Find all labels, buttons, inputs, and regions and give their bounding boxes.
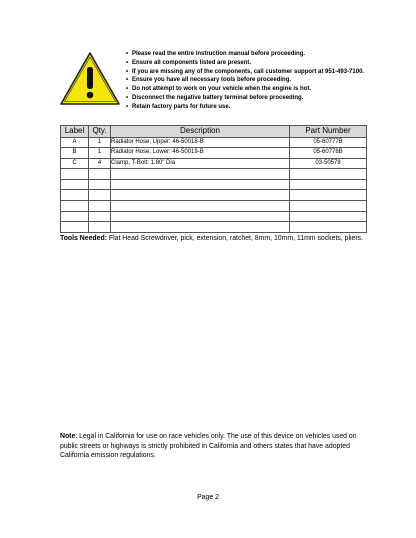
warning-item: • Ensure you have all necessary tools before proceeding. <box>126 77 292 84</box>
cell-part-number: 05-60778B <box>290 148 367 159</box>
table-row <box>61 222 367 233</box>
table-row <box>61 169 367 180</box>
cell-part-number <box>290 190 367 201</box>
cell-description <box>111 169 290 180</box>
table-row <box>61 211 367 222</box>
note-label: Note <box>60 433 76 440</box>
cell-label <box>61 169 89 180</box>
cell-qty: 1 <box>89 137 111 148</box>
cell-qty: 4 <box>89 158 111 169</box>
note-text: : Legal in California for use on race vehicles only. The use of this device on vehicles used on public streets or highways is strictly prohibited in California and others states that have adopted California emission regulations. <box>60 433 357 459</box>
table-row <box>61 201 367 212</box>
cell-part-number: 05-60777B <box>290 137 367 148</box>
cell-qty <box>89 222 111 233</box>
cell-qty <box>89 211 111 222</box>
warning-list <box>126 50 364 112</box>
parts-table <box>60 125 367 233</box>
cell-part-number <box>290 201 367 212</box>
table-row <box>61 179 367 190</box>
warning-item: • If you are missing any of the components, call customer support at 951-493-7100. <box>126 68 365 75</box>
cell-description <box>111 179 290 190</box>
cell-description <box>111 190 290 201</box>
cell-part-number: 03-50578 <box>290 158 367 169</box>
table-row <box>61 137 367 148</box>
table-row <box>61 148 367 159</box>
cell-description: Radiator Hose, Lower: 46-50019-B <box>111 148 290 159</box>
cell-qty <box>89 179 111 190</box>
cell-description <box>111 201 290 212</box>
cell-description: Radiator Hose, Upper: 46-50018-B <box>111 137 290 148</box>
table-row <box>61 190 367 201</box>
header-part-number: Part Number <box>290 126 367 138</box>
tools-needed <box>60 234 370 244</box>
cell-qty <box>89 169 111 180</box>
cell-label <box>61 211 89 222</box>
header-label: Label <box>61 126 89 138</box>
cell-part-number <box>290 169 367 180</box>
tools-label: Tools Needed: <box>60 235 107 242</box>
cell-label: B <box>61 148 89 159</box>
cell-description <box>111 211 290 222</box>
cell-label: C <box>61 158 89 169</box>
cell-qty <box>89 190 111 201</box>
warning-item: • Ensure all components listed are present. <box>126 59 252 66</box>
cell-qty: 1 <box>89 148 111 159</box>
header-qty: Qty. <box>89 126 111 138</box>
cell-description: Clamp, T-Bolt: 1.80" Dia <box>111 158 290 169</box>
tools-text: Flat Head Screwdriver, pick, extension, ratchet, 8mm, 10mm, 11mm sockets, pliers. <box>106 235 364 242</box>
cell-part-number <box>290 179 367 190</box>
cell-label <box>61 222 89 233</box>
cell-label <box>61 201 89 212</box>
warning-icon <box>58 50 122 108</box>
warning-item: • Disconnect the negative battery terminal before proceeding. <box>126 94 304 101</box>
warning-block <box>58 48 378 118</box>
cell-label <box>61 179 89 190</box>
table-row <box>61 158 367 169</box>
warning-item: • Do not attempt to work on your vehicle when the engine is hot. <box>126 86 312 93</box>
cell-qty <box>89 201 111 212</box>
cell-label: A <box>61 137 89 148</box>
cell-part-number <box>290 211 367 222</box>
cell-label <box>61 190 89 201</box>
warning-item: • Retain factory parts for future use. <box>126 103 231 110</box>
cell-part-number <box>290 222 367 233</box>
cell-description <box>111 222 290 233</box>
page-number: Page 2 <box>197 494 219 501</box>
warning-item: • Please read the entire instruction manual before proceeding. <box>126 51 306 57</box>
table-header-row <box>61 126 367 138</box>
header-description: Description <box>111 126 290 138</box>
legal-note <box>60 432 372 461</box>
